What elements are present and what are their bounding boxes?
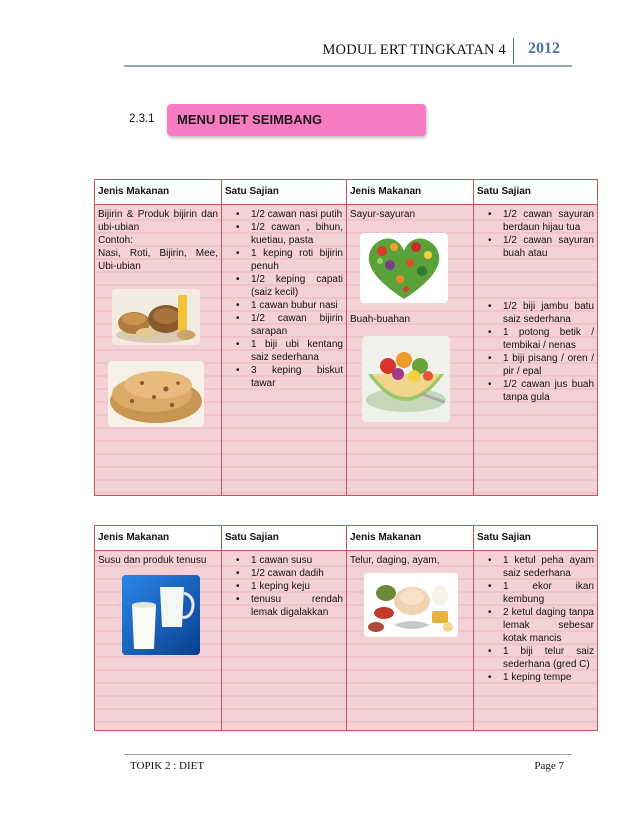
list-item: • 2 ketul daging tanpa lemak sebesar kotak mancis [503, 606, 594, 645]
servings-list [477, 554, 594, 684]
list-item: • tenusu rendah lemak digalakkan [251, 593, 343, 619]
servings-list [225, 554, 343, 619]
list-item: • 1 biji telur saiz sederhana (gred C) [503, 645, 594, 671]
footer-rule [124, 754, 572, 755]
col-header: Jenis Makanan [347, 526, 474, 551]
fruit-bowl-image [362, 336, 450, 422]
food-name: Bijirin & Produk bijirin dan ubi-ubian [98, 209, 218, 233]
list-item: • 1/2 cawan dadih [251, 567, 343, 580]
list-item: • 1/2 keping capati (saiz kecil) [251, 273, 343, 299]
servings-cell-protein [474, 551, 598, 731]
list-item: • 1 ketul peha ayam saiz sederhana [503, 554, 594, 580]
header-rule [124, 65, 572, 67]
food-name: Sayur-sayuran [350, 209, 416, 220]
diet-table-2 [94, 525, 598, 731]
col-header: Jenis Makanan [95, 180, 222, 205]
table-header-row [95, 526, 598, 551]
food-name: Telur, daging, ayam, [350, 555, 440, 566]
vegetable-heart-image [360, 233, 448, 303]
list-item: • 3 keping biskut tawar [251, 364, 343, 390]
table-row [95, 551, 598, 731]
example-label: Contoh: [98, 235, 134, 246]
table-header-row [95, 180, 598, 205]
list-item: • 1/2 cawan bijirin sarapan [251, 312, 343, 338]
list-item: • 1 cawan susu [251, 554, 343, 567]
col-header: Jenis Makanan [347, 180, 474, 205]
col-header: Satu Sajian [474, 180, 598, 205]
servings-list-fruit [477, 300, 594, 404]
food-cell-veg-fruit [347, 205, 474, 496]
servings-cell-dairy [222, 551, 347, 731]
servings-list-veg [477, 208, 594, 260]
list-item: • 1 cawan bubur nasi [251, 299, 343, 312]
milk-image [122, 575, 200, 655]
header-year: 2012 [528, 40, 560, 57]
food-name: Buah-buahan [350, 314, 411, 325]
list-item: • 1 biji ubi kentang saiz sederhana [251, 338, 343, 364]
list-item: • 1/2 biji jambu batu saiz sederhana [503, 300, 594, 326]
header-title: MODUL ERT TINGKATAN 4 [322, 42, 506, 58]
col-header: Jenis Makanan [95, 526, 222, 551]
capati-image [108, 361, 204, 427]
food-example: Nasi, Roti, Bijirin, Mee, Ubi-ubian [98, 248, 218, 272]
servings-list [225, 208, 343, 390]
servings-cell-grains [222, 205, 347, 496]
servings-cell-veg-fruit [474, 205, 598, 496]
list-item: • 1 biji pisang / oren / pir / epal [503, 352, 594, 378]
footer-page: Page 7 [534, 760, 564, 772]
list-item: • 1 keping roti bijirin penuh [251, 247, 343, 273]
list-item: • 1/2 cawan sayuran buah atau [503, 234, 594, 260]
list-item: • 1/2 cawan jus buah tanpa gula [503, 378, 594, 404]
list-item: • 1 keping tempe [503, 671, 594, 684]
food-cell-protein [347, 551, 474, 731]
list-item: • 1 potong betik / tembikai / nenas [503, 326, 594, 352]
list-item: • 1 ekor ikan kembung [503, 580, 594, 606]
col-header: Satu Sajian [474, 526, 598, 551]
food-cell-dairy [95, 551, 222, 731]
grains-image [112, 289, 200, 345]
diet-table-1 [94, 179, 598, 496]
footer-topic: TOPIK 2 : DIET [130, 760, 205, 772]
list-item: • 1/2 cawan sayuran berdaun hijau tua [503, 208, 594, 234]
list-item: • 1/2 cawan , bihun, kuetiau, pasta [251, 221, 343, 247]
table-row [95, 205, 598, 496]
header-separator [513, 38, 515, 64]
list-item: • 1 keping keju [251, 580, 343, 593]
section-title: MENU DIET SEIMBANG [177, 112, 323, 127]
protein-image [364, 573, 458, 637]
section-number: 2.3.1 [129, 113, 155, 125]
food-cell-grains [95, 205, 222, 496]
page-header [128, 38, 572, 64]
list-item: • 1/2 cawan nasi putih [251, 208, 343, 221]
food-name: Susu dan produk tenusu [98, 555, 207, 566]
col-header: Satu Sajian [222, 180, 347, 205]
section-banner [167, 104, 426, 136]
col-header: Satu Sajian [222, 526, 347, 551]
